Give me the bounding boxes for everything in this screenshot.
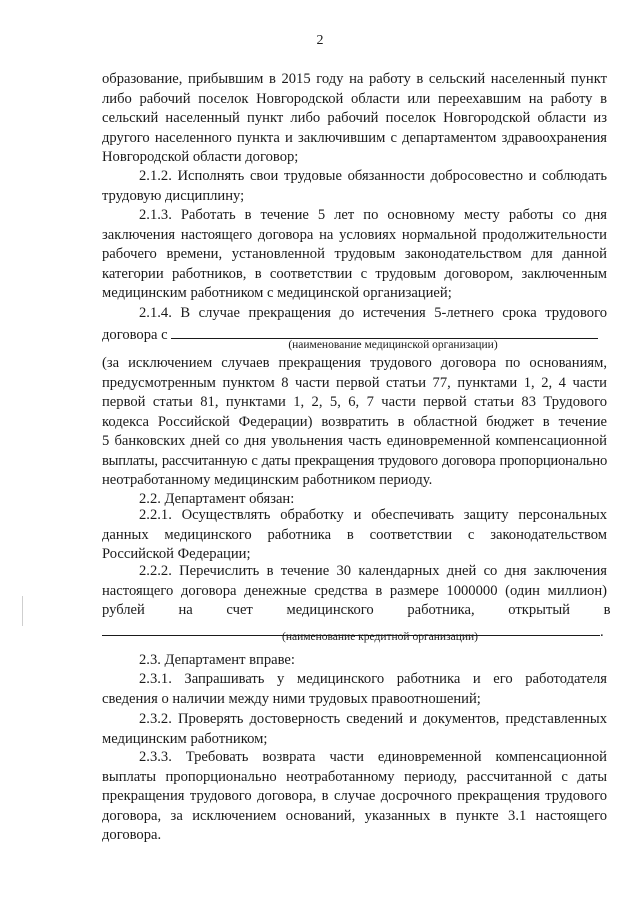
paragraph-2-2-1	[102, 506, 607, 565]
text-line: выплаты пропорционально неотработанному периоду, рассчитанной с даты	[102, 768, 607, 785]
text-line: сведения о наличии между ними трудовых правоотношений;	[102, 690, 481, 707]
text-line: 2.3.2. Проверять достоверность сведений и документов, представленных	[139, 711, 607, 727]
text-line: 2.2.1. Осуществлять обработку и обеспечивать защиту персональных	[139, 507, 607, 523]
text-line: 2.2.2. Перечислить в течение 30 календарных дней со дня заключения	[139, 563, 607, 579]
paragraph-2-1-3	[102, 206, 607, 304]
text-line: предусмотренным пунктом 8 части первой статьи 77, пунктами 1, 2, 4 части	[102, 374, 607, 391]
paragraph-2-1-4-continued	[102, 354, 607, 491]
text-line: 2.1.2. Исполнять свои трудовые обязанности добросовестно и соблюдать	[139, 168, 607, 184]
caption-credit-organization: (наименование кредитной организации)	[281, 631, 479, 643]
text-line: данных медицинского работника в соответствии с законодательством	[102, 526, 607, 543]
text-line: рабочего времени, установленной трудовым законодательством для данной	[102, 246, 607, 262]
text-line: медицинским работником;	[102, 730, 268, 747]
text-line: сельский населенный пункт либо рабочий поселок Новгородской области из	[102, 110, 607, 126]
text-line: Российской Федерации;	[102, 546, 251, 562]
text-line: договора, за исключением оснований, указанных в пункте 3.1 настоящего	[102, 807, 607, 824]
text-line: Новгородской области договор;	[102, 149, 299, 165]
page-number: 2	[316, 33, 324, 48]
text-line: договора.	[102, 827, 162, 843]
text-line: неотработанному медицинским работником периоду.	[102, 472, 433, 488]
text-line: настоящего договора денежные средства в размере 1000000 (один миллион)	[102, 582, 607, 599]
text-line: 2.3.3. Требовать возврата части единовременной компенсационной	[139, 749, 607, 765]
text-line: 2.2. Департамент обязан:	[139, 491, 295, 507]
text-line: первой статьи 81, пунктами 1, 2, 5, 6, 7 части первой статьи 83 Трудового	[102, 394, 607, 410]
paragraph-2-3-1	[102, 670, 607, 709]
blank-line-medical-organization	[171, 324, 598, 339]
text-line: категории работников, в соответствии с трудовым договором, заключенным	[102, 265, 607, 282]
paragraph-2-3-3	[102, 748, 607, 846]
text-line: другого населенного пункта и заключившим с департаментом здравоохранения	[102, 129, 607, 146]
text-line: образование, прибывшим в 2015 году на работу в сельский населенный пункт	[102, 71, 607, 87]
text-line: рублей на счет медицинского работника, открытый в	[102, 602, 611, 618]
text-line: заключения настоящего договора на условиях нормальной продолжительности	[102, 226, 607, 243]
text-line: (за исключением случаев прекращения трудового договора по основаниям,	[102, 355, 607, 371]
text-line: 2.3.1. Запрашивать у медицинского работника и его работодателя	[139, 671, 607, 687]
text-line: либо рабочий поселок Новгородской области или переехавшим на работу в	[102, 90, 607, 107]
caption-medical-organization: (наименование медицинской организации)	[288, 339, 498, 351]
text-line: 5 банковских дней со дня увольнения часть единовременной компенсационной	[102, 433, 607, 449]
text-line: медицинским работником с медицинской организацией;	[102, 285, 452, 301]
text-line: кодекса Российской Федерации) возвратить в областной бюджет в течение	[102, 413, 607, 430]
paragraph-2-1-1-tail	[102, 70, 607, 168]
text-line: 2.3. Департамент вправе:	[139, 652, 295, 668]
text-fragment: договора с	[102, 326, 168, 343]
text-line: прекращения трудового договора, в случае досрочного прекращения трудового	[102, 788, 607, 804]
text-fragment: .	[600, 623, 604, 640]
text-line: 2.1.3. Работать в течение 5 лет по основному месту работы со дня	[139, 207, 607, 223]
paragraph-2-1-2	[102, 167, 607, 206]
scan-margin-mark	[22, 596, 23, 626]
text-line: трудовую дисциплину;	[102, 187, 245, 204]
paragraph-2-3-2	[102, 710, 607, 749]
text-line: 2.1.4. В случае прекращения до истечения 5-летнего срока трудового	[139, 305, 607, 321]
text-line: выплаты, рассчитанную с даты прекращения трудового договора пропорционально	[102, 452, 607, 469]
section-2-3-heading	[102, 651, 607, 671]
paragraph-2-2-2	[102, 562, 611, 642]
